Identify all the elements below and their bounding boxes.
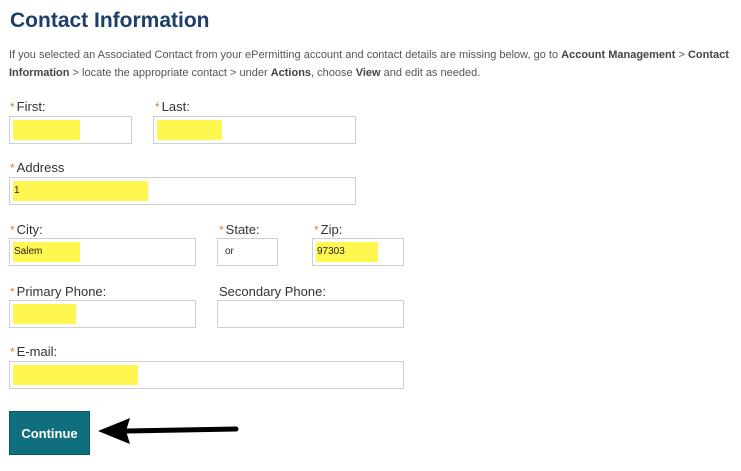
primary-phone-input[interactable] <box>9 300 196 328</box>
required-marker: * <box>219 223 224 237</box>
city-label <box>10 222 43 237</box>
state-label-text: State: <box>225 222 260 237</box>
secondary-phone-input[interactable] <box>217 300 404 328</box>
email-label <box>10 344 57 359</box>
city-input[interactable] <box>9 238 196 266</box>
primary-phone-value <box>13 304 76 324</box>
last-name-input[interactable] <box>153 116 356 144</box>
required-marker: * <box>10 345 15 359</box>
state-input[interactable] <box>217 238 278 266</box>
zip-input[interactable] <box>312 238 404 266</box>
intro-part: , choose <box>311 67 356 79</box>
email-label-text: E-mail: <box>16 344 58 359</box>
required-marker: * <box>10 161 15 175</box>
intro-contact-information: Contact Information <box>9 49 729 79</box>
zip-label <box>314 222 342 237</box>
primary-phone-label <box>10 284 106 299</box>
email-value <box>13 365 138 385</box>
intro-part: > locate the appropriate contact > under <box>69 67 271 79</box>
intro-part: > <box>675 49 688 61</box>
zip-value: 97303 <box>316 242 378 262</box>
secondary-phone-value <box>221 304 392 324</box>
intro-account-management: Account Management <box>561 49 676 61</box>
secondary-phone-label: Secondary Phone: <box>219 284 326 299</box>
page-title: Contact Information <box>10 9 210 32</box>
last-label-text: Last: <box>161 99 190 114</box>
address-value: 1 <box>13 181 148 201</box>
intro-text <box>9 46 734 82</box>
first-name-input[interactable] <box>9 116 132 144</box>
zip-label-text: Zip: <box>320 222 343 237</box>
state-value: or <box>225 246 234 257</box>
pointing-arrow-icon <box>96 414 241 448</box>
required-marker: * <box>10 285 15 299</box>
first-label <box>10 99 46 114</box>
city-label-text: City: <box>16 222 43 237</box>
first-label-text: First: <box>16 99 46 114</box>
city-value: Salem <box>13 242 80 262</box>
required-marker: * <box>314 223 319 237</box>
address-label-text: Address <box>16 160 65 175</box>
required-marker: * <box>155 100 160 114</box>
intro-part: If you selected an Associated Contact from your ePermitting account and contact details are missing below, go to <box>9 49 562 61</box>
primary-phone-label-text: Primary Phone: <box>16 284 107 299</box>
intro-view: View <box>355 67 381 79</box>
last-name-value <box>157 120 222 140</box>
required-marker: * <box>10 223 15 237</box>
continue-button[interactable]: Continue <box>9 411 90 455</box>
email-input[interactable] <box>9 361 404 389</box>
address-label <box>10 160 64 175</box>
first-name-value <box>13 120 80 140</box>
required-marker: * <box>10 100 15 114</box>
last-label <box>155 99 190 114</box>
intro-part: and edit as needed. <box>380 67 481 79</box>
intro-actions: Actions <box>270 67 312 79</box>
address-input[interactable] <box>9 177 356 205</box>
state-label <box>219 222 260 237</box>
